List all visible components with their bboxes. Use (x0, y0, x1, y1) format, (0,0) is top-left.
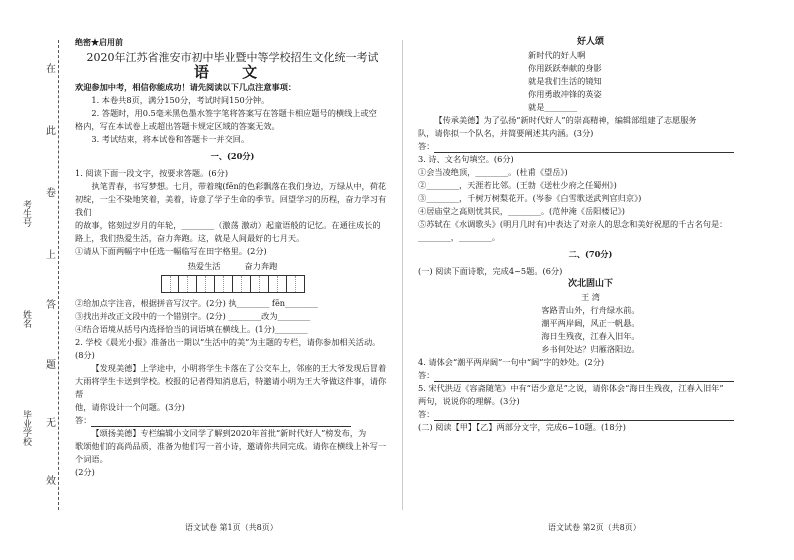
answer-label: 答： (418, 370, 435, 380)
grid-cell[interactable] (215, 275, 233, 293)
seal-word: 题 (46, 356, 56, 371)
passage-line: 【传承美德】为了弘扬“新时代好人”的崇高精神，编辑部组建了志愿服务 (434, 115, 697, 125)
sub-question: ③找出并改正文段中的一个错别字。(2分) ________改为________ (75, 311, 311, 321)
seal-word: 卷 (46, 184, 56, 199)
answer-label: 答： (418, 409, 435, 419)
note-line: 3. 考试结束，将本试卷和答题卡一并交回。 (91, 134, 250, 144)
poem-line: 海日生残夜，江春入旧年。 (541, 331, 640, 341)
answer-label: 答： (418, 141, 435, 151)
section-heading: 二、(70分) (568, 249, 613, 259)
section-heading: 一、(20分) (210, 151, 255, 161)
question-5-cont: 两句，说说你的理解。(3分) (418, 396, 520, 406)
sub-question: ②给加点字注音，根据拼音写汉字。(2分) 执________ fēn________ (75, 298, 318, 308)
school-label: 毕业学校 (21, 410, 31, 446)
passage-line: 执笔青春，书写梦想。七月，带着瑰(fēn的色彩飘落在我们身边，万绿从中，荷花 (91, 181, 387, 191)
answer-label: 答： (75, 415, 92, 425)
fill-item: ________，________。 (418, 232, 500, 242)
passage-line: 路上，我们热爱生活，奋力奔跑。这，就是人间最好的七月天。 (75, 233, 305, 243)
seal-word: 效 (46, 472, 56, 487)
exam-number-label: 考生号 (21, 200, 31, 227)
seal-word: 此 (46, 122, 56, 137)
fill-item: ③________，千树万树梨花开。(岑参《白雪歌送武判官归京》) (418, 193, 642, 203)
note-line: 2. 答题时，用0.5毫米黑色墨水签字笔将答案写在答题卡相应题号的横线上或空 (91, 108, 377, 118)
poem2-author: 王 湾 (581, 292, 600, 302)
note-line: 格内，写在本试卷上或超出答题卡规定区域的答案无效。 (75, 121, 280, 131)
grid-cell[interactable] (179, 275, 197, 293)
question-intro: 2. 学校《晨光小报》准备出一期以“生活中的美”为主题的专栏，请你参加相关活动。 (75, 337, 381, 347)
answer-line[interactable] (418, 408, 763, 421)
right-page (418, 36, 763, 434)
name-label: 姓名 (21, 310, 31, 328)
poem-line: 你用跃跃奉献的身影 (528, 63, 602, 73)
copy-words (75, 260, 390, 273)
grid-cell[interactable] (269, 275, 287, 293)
passage-line: 大雨将学生卡送到学校。校报的记者得知消息后，特邀请小明为王大爷做这件事，请你帮 (75, 376, 387, 399)
question-4: 4. 请体会“潮平两岸阔”一句中“阔”字的妙处。(2分) (418, 357, 605, 367)
fill-item: ⑤苏轼在《水调歌头》(明月几时有)中表达了对亲人的思念和美好祝愿的千古名句是： (418, 219, 728, 229)
grid-cell[interactable] (161, 275, 179, 293)
seal-word: 在 (46, 60, 56, 75)
secret-mark: 绝密★启用前 (75, 37, 123, 47)
note-line: 1. 本卷共8页，满分150分，考试时间150分钟。 (91, 95, 270, 105)
poem-title: 好人颂 (576, 37, 604, 47)
fill-item: ④居庙堂之高则忧其民，________。(范仲淹《岳阳楼记》) (418, 206, 625, 216)
passage-line: (2分) (75, 467, 95, 477)
reading-intro: (一) 阅读下面诗歌，完成4~5题。(6分) (418, 266, 563, 276)
passage-line: 初绽，一尘不染地笑着，美着，诗意了学子生命的季节。回望学习的历程，奋力学习有我们 (75, 194, 387, 217)
passage-line: 他，请你设计一个问题。(3分) (75, 402, 185, 412)
poem-line: 就是________ (528, 102, 578, 112)
grid-cell[interactable] (197, 275, 215, 293)
seal-word: 答 (46, 296, 56, 311)
exam-title: 2020年江苏省淮安市初中毕业暨中等学校招生文化统一考试 (86, 51, 379, 64)
passage-line: 歌颂他们的高尚品质，准备为他们写一首小诗，邀请你共同完成。请你在横线上补写一个词语。 (75, 441, 387, 464)
poem-line: 就是我们生活的镜知 (528, 76, 602, 86)
tian-grid[interactable] (75, 275, 390, 293)
welcome-text: 欢迎参加中考，相信你能成功！请先阅读以下几点注意事项： (75, 82, 297, 92)
binding-margin (0, 0, 72, 560)
answer-line[interactable] (418, 369, 763, 382)
grid-cell[interactable] (233, 275, 251, 293)
page-footer-left: 语文试卷 第1页（共8页） (185, 523, 278, 532)
poem-line: 客路青山外，行舟绿水前。 (541, 305, 640, 315)
seal-word: 无 (46, 414, 56, 429)
copy-word: 热爱生活 (187, 261, 221, 271)
copy-word: 奋力奔跑 (244, 261, 278, 271)
passage-line: 【颂扬美德】专栏编辑小文同学了解到2020年首批“新时代好人”榜发布，为 (91, 428, 367, 438)
answer-line[interactable] (75, 414, 390, 427)
page-divider (402, 40, 403, 510)
poem-line: 你用勇敢冲锋的英姿 (528, 89, 602, 99)
subject-title: 语 文 (193, 63, 272, 81)
sub-question: ④结合语境从括号内选择恰当的词语填在横线上。(1分)________ (75, 324, 308, 334)
sub-question: ①请从下面两幅字中任选一幅临写在田字格里。(2分) (75, 246, 267, 256)
seal-word: 上 (46, 246, 56, 261)
passage-line: 队，请你拟一个队名，并简要阐述其内涵。(3分) (418, 128, 594, 138)
question-intro: 3. 诗、文名句填空。(6分) (418, 154, 514, 164)
poem-line: 乡书何处达？归雁洛阳边。 (541, 344, 640, 354)
question-score: (8分) (75, 350, 95, 360)
question-5: 5. 宋代洪迈《容斋随笔》中有“语少意足”之说，请你体会“海日生残夜，江春入旧年” (418, 383, 724, 393)
grid-cell[interactable] (287, 275, 305, 293)
answer-line[interactable] (418, 140, 763, 153)
left-page (75, 36, 390, 479)
passage-line: 【发现美德】上学途中，小明将学生卡落在了公交车上，邻座的王大爷发现后冒着 (91, 363, 387, 373)
poem2-title: 次北固山下 (567, 279, 613, 289)
grid-cell[interactable] (251, 275, 269, 293)
seal-line (58, 40, 59, 510)
fill-item: ②________，天涯若比邻。(王勃《送杜少府之任蜀州》) (418, 180, 617, 190)
passage-line: 的故事，铭刻过岁月的年轮，________（激荡 激动）起童语般的记忆。在通往成长的 (75, 220, 381, 230)
poem-block (418, 49, 763, 114)
poem-line: 新时代的好人啊 (528, 50, 586, 60)
page-footer-right: 语文试卷 第2页（共8页） (548, 523, 641, 532)
poem-line: 潮平两岸阔，风正一帆悬。 (541, 318, 640, 328)
fill-item: ①会当凌绝顶，________。(杜甫《望岳》) (418, 167, 568, 177)
reading-intro: (二) 阅读【甲】【乙】两部分文字，完成6~10题。(18分) (418, 422, 626, 432)
question-intro: 1. 阅读下面一段文字，按要求答题。(6分) (75, 168, 229, 178)
